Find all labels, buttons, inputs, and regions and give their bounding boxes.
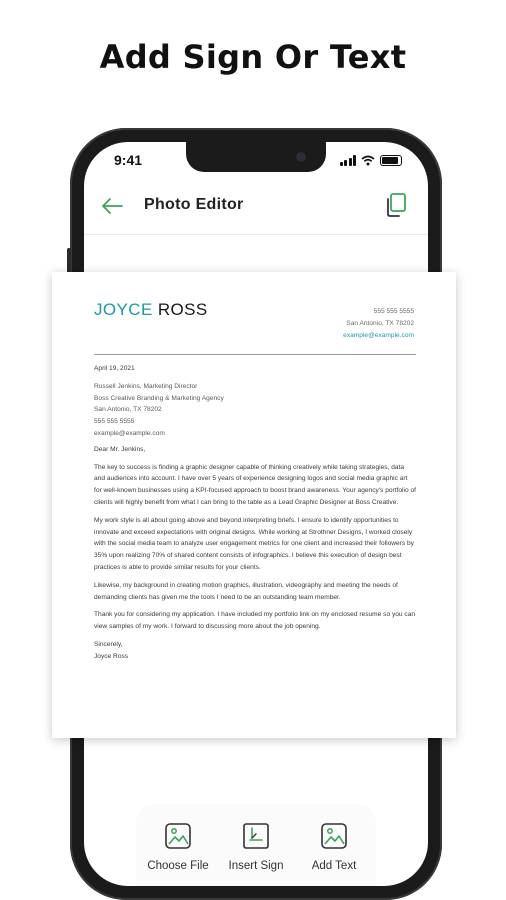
insert-sign-button[interactable]: [218, 804, 294, 886]
status-icons: [340, 154, 403, 166]
last-name: ROSS: [157, 300, 208, 319]
add-text-button[interactable]: [296, 804, 372, 886]
recipient-block: [94, 381, 416, 440]
letter-body: [94, 363, 416, 663]
copy-icon[interactable]: [384, 192, 408, 218]
back-arrow-icon[interactable]: [100, 194, 124, 218]
header-divider: [84, 234, 428, 235]
letter-date: April 19, 2021: [94, 365, 135, 372]
choose-file-label: Choose File: [147, 860, 209, 872]
document-sheet[interactable]: [52, 272, 456, 738]
camera-icon: [296, 152, 306, 162]
image-text-icon: [320, 822, 348, 850]
contact-address: San Antonio, TX 78202: [346, 320, 414, 327]
first-name: JOYCE: [94, 300, 153, 319]
signature-name: Joyce Ross: [94, 652, 129, 660]
image-icon: [164, 822, 192, 850]
closing: Sincerely,: [94, 640, 123, 648]
choose-file-button[interactable]: [140, 804, 216, 886]
recipient-line: Russell Jenkins, Marketing Director: [94, 382, 198, 390]
bottom-toolbar: [136, 804, 376, 886]
insert-sign-label: Insert Sign: [228, 860, 284, 872]
signature-icon: [242, 822, 270, 850]
phone-notch: [186, 142, 326, 172]
add-text-label: Add Text: [311, 860, 357, 872]
signal-icon: [340, 155, 357, 166]
recipient-line: Boss Creative Branding & Marketing Agency: [94, 394, 224, 402]
recipient-line: 555 555 5555: [94, 418, 135, 426]
contact-block: [343, 306, 414, 342]
headline: Add Sign Or Text: [99, 38, 407, 76]
paragraph: My work style is all about going above and beyond interpreting briefs. I ensure to identify opportunities to innovate and exceed expectations with original designs. While working at Strothner Designs, I worked closely with the social media team to analyze user engagement metrics for one client and increased their followers by 35% upon realizing 70% of shared content consists of infographics. I believe this execution of design best practices is able to provide similar results for your clients.: [94, 516, 414, 571]
wifi-icon: [361, 155, 375, 166]
contact-phone: 555 555 5555: [373, 308, 414, 315]
paragraph: The key to success is finding a graphic designer capable of thinking creatively while taking strategies, data and audiences into account. I have over 5 years of experience designing logos and social media graphic art for well-known businesses using a KPI-focused approach to boost brand awareness. Your agency's portfolio of clients will highly benefit from what I can bring to the table as a Lead Graphic Designer at Boss Creative.: [94, 463, 416, 506]
salutation: Dear Mr. Jenkins,: [94, 445, 146, 453]
header-title: Photo Editor: [144, 196, 244, 213]
recipient-line: example@example.com: [94, 429, 165, 437]
recipient-line: San Antonio, TX 78202: [94, 406, 162, 414]
header-rule: [94, 354, 416, 355]
contact-email: example@example.com: [343, 332, 414, 339]
paragraph: Thank you for considering my application. I have included my portfolio link on my enclosed resume so you can view samples of my work. I forward to discussing more about the job opening.: [94, 611, 416, 631]
app-header: [84, 178, 428, 234]
status-time: 9:41: [114, 152, 143, 168]
paragraph: Likewise, my background in creating motion graphics, illustration, videography and meeting the needs of demanding clients has given me the tools I need to be an outstanding team member.: [94, 581, 398, 601]
battery-icon: [380, 155, 402, 166]
